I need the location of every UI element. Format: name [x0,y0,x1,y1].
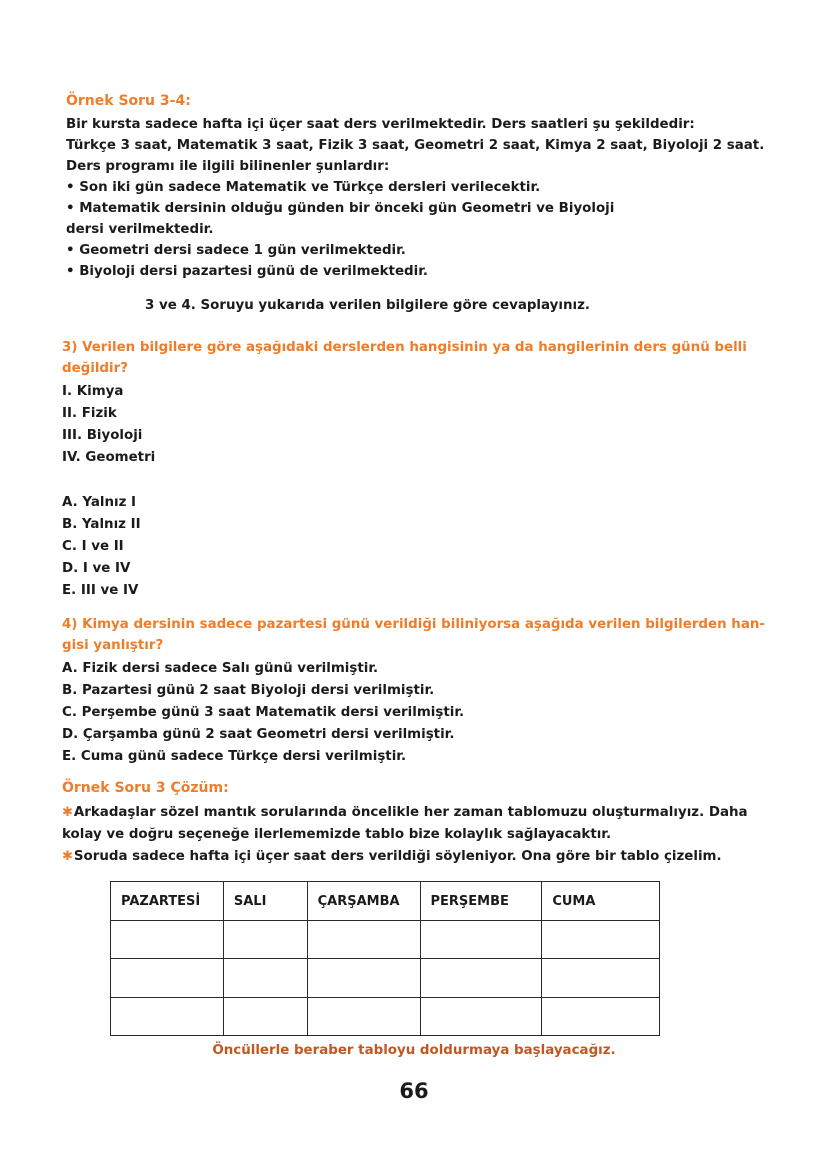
table-cell [111,997,224,1035]
example-line: • Matematik dersinin olduğu günden bir önceki gün Geometri ve Biyoloji [66,201,615,216]
q3-option: E. III ve IV [62,583,139,598]
table-cell [420,959,542,997]
asterisk-bullet-icon: ✱ [62,805,73,820]
q3-question-line: 3) Verilen bilgilere göre aşağıdaki derslerden hangisinin ya da hangilerinin ders günü belli [62,340,747,355]
q4-question-line: gisi yanlıştır? [62,638,164,653]
q3-option: B. Yalnız II [62,517,141,532]
q4-option: D. Çarşamba günü 2 saat Geometri dersi verilmiştir. [62,727,455,742]
table-header-row [111,882,660,921]
table-cell [542,959,660,997]
table-cell [307,921,420,959]
q3-question-line: değildir? [62,361,128,376]
q3-option: D. I ve IV [62,561,131,576]
solution-paragraph-line [62,805,748,820]
page-number: 66 [399,1079,429,1103]
table-caption: Öncüllerle beraber tabloyu doldurmaya başlayacağız. [212,1043,616,1058]
example-line: Ders programı ile ilgili bilinenler şunlardır: [66,159,390,174]
table-cell [307,959,420,997]
table-cell [223,921,307,959]
table-header-cell: PERŞEMBE [420,882,542,921]
q3-item: IV. Geometri [62,450,156,465]
q4-option: C. Perşembe günü 3 saat Matematik dersi verilmiştir. [62,705,465,720]
example-line: • Geometri dersi sadece 1 gün verilmektedir. [66,243,406,258]
table-cell [307,997,420,1035]
table-cell [420,997,542,1035]
example-title: Örnek Soru 3-4: [66,93,191,109]
table-cell [542,921,660,959]
example-line: • Son iki gün sadece Matematik ve Türkçe dersleri verilecektir. [66,180,541,195]
q3-option: C. I ve II [62,539,124,554]
table-header-cell: ÇARŞAMBA [307,882,420,921]
q3-item: I. Kimya [62,384,124,399]
table-row [111,921,660,959]
table-header-cell: PAZARTESİ [111,882,224,921]
solution-paragraph-line: kolay ve doğru seçeneğe ilerlememizde tablo bize kolaylık sağlayacaktır. [62,827,612,842]
example-line: • Biyoloji dersi pazartesi günü de verilmektedir. [66,264,428,279]
q4-option: E. Cuma günü sadece Türkçe dersi verilmiştir. [62,749,407,764]
schedule-table [110,881,660,1036]
q3-item: II. Fizik [62,406,117,421]
q4-option: A. Fizik dersi sadece Salı günü verilmiştir. [62,661,379,676]
example-line: Bir kursta sadece hafta içi üçer saat ders verilmektedir. Ders saatleri şu şekildedir: [66,117,695,132]
q3-item: III. Biyoloji [62,428,143,443]
solution-paragraph-line [62,849,722,864]
table-header-cell: SALI [223,882,307,921]
table-cell [223,997,307,1035]
table-header-cell: CUMA [542,882,660,921]
q4-option: B. Pazartesi günü 2 saat Biyoloji dersi verilmiştir. [62,683,435,698]
q3-option: A. Yalnız I [62,495,137,510]
example-line: Türkçe 3 saat, Matematik 3 saat, Fizik 3 saat, Geometri 2 saat, Kimya 2 saat, Biyoloji 2 saat. [66,138,765,153]
solution-title: Örnek Soru 3 Çözüm: [62,780,229,796]
q4-question-line: 4) Kimya dersinin sadece pazartesi günü verildiği biliniyorsa aşağıda verilen bilgilerden han- [62,617,765,632]
table-cell [111,921,224,959]
table-row [111,959,660,997]
table-cell [420,921,542,959]
table-row [111,997,660,1035]
table-cell [542,997,660,1035]
example-line: dersi verilmektedir. [66,222,214,237]
asterisk-bullet-icon: ✱ [62,849,73,864]
instruction-text: 3 ve 4. Soruyu yukarıda verilen bilgilere göre cevaplayınız. [145,298,590,313]
table-cell [111,959,224,997]
solution-text: Soruda sadece hafta içi üçer saat ders verildiği söyleniyor. Ona göre bir tablo çizelim. [73,849,722,864]
table-cell [223,959,307,997]
solution-text: Arkadaşlar sözel mantık sorularında öncelikle her zaman tablomuzu oluşturmalıyız. Daha [73,805,748,820]
